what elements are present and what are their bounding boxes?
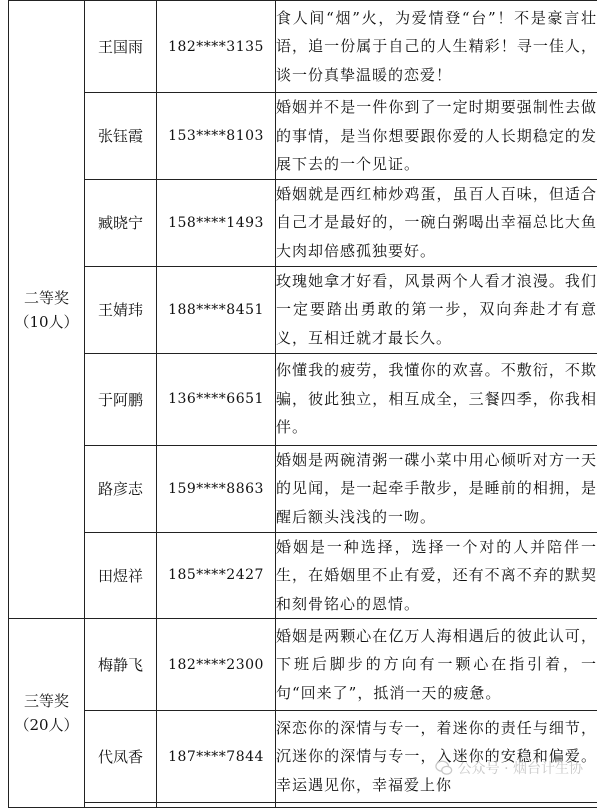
winner-message: 婚姻并不是一件你到了一定时期要强制性去做的事情，是当你想要跟你爱的人长期稳定的发展下去的一个见证。 xyxy=(276,93,597,180)
category-label: 三等奖 xyxy=(9,689,84,713)
winner-phone: 182****3135 xyxy=(157,1,276,93)
winner-phone: 188****8451 xyxy=(157,266,276,353)
winner-phone: 136****6651 xyxy=(157,353,276,445)
winner-message: 食人间“烟”火，为爱情登“台”！不是豪言壮语，追一份属于自己的人生精彩！寻一佳人，谈一份真挚温暖的恋爱！ xyxy=(276,1,597,93)
winner-message: 婚姻是一种选择，选择一个对的人并陪伴一生，在婚姻里不止有爱，还有不离不弃的默契和刻骨铭心的恩情。 xyxy=(276,532,597,619)
table-row xyxy=(9,619,597,711)
table-row xyxy=(9,179,597,266)
table-row xyxy=(9,532,597,619)
table-row xyxy=(9,93,597,180)
winner-name: 田煜祥 xyxy=(85,532,157,619)
awards-table xyxy=(8,0,597,808)
empty-cell xyxy=(85,803,157,808)
winner-name: 王国雨 xyxy=(85,1,157,93)
winner-phone: 185****2427 xyxy=(157,532,276,619)
category-count: （10人） xyxy=(9,310,84,334)
winner-name: 梅静飞 xyxy=(85,619,157,711)
table-row xyxy=(9,266,597,353)
winner-phone: 153****8103 xyxy=(157,93,276,180)
winner-name: 王婧玮 xyxy=(85,266,157,353)
category-label: 二等奖 xyxy=(9,286,84,310)
table-row xyxy=(9,711,597,803)
empty-cell xyxy=(157,803,276,808)
watermark-text: 公众号 · 烟台计生协 xyxy=(458,758,583,778)
prize-category-second xyxy=(9,1,85,619)
winner-name: 于阿鹏 xyxy=(85,353,157,445)
empty-cell xyxy=(276,803,597,808)
winner-phone: 159****8863 xyxy=(157,445,276,532)
table-row xyxy=(9,1,597,93)
wechat-icon xyxy=(435,759,453,777)
winner-phone: 158****1493 xyxy=(157,179,276,266)
table-row xyxy=(9,353,597,445)
winner-message: 玫瑰她拿才好看，风景两个人看才浪漫。我们一定要踏出勇敢的第一步，双向奔赴才有意义，互相迁就才最长久。 xyxy=(276,266,597,353)
winner-name: 路彦志 xyxy=(85,445,157,532)
prize-category-third xyxy=(9,619,85,808)
winner-message: 深恋你的深情与专一，着迷你的责任与细节，沉迷你的深情与专一，入迷你的安稳和偏爱。幸运遇见你，幸福爱上你 xyxy=(276,711,597,803)
winner-phone: 182****2300 xyxy=(157,619,276,711)
watermark xyxy=(435,758,583,778)
winner-name: 臧晓宁 xyxy=(85,179,157,266)
winner-name: 张钰霞 xyxy=(85,93,157,180)
winner-phone: 187****7844 xyxy=(157,711,276,803)
winner-message: 婚姻就是西红柿炒鸡蛋，虽百人百味，但适合自己才是最好的，一碗白粥喝出幸福总比大鱼大肉却倍感孤独要好。 xyxy=(276,179,597,266)
table-row xyxy=(9,803,597,808)
table-row xyxy=(9,445,597,532)
winner-name: 代凤香 xyxy=(85,711,157,803)
winner-message: 婚姻是两颗心在亿万人海相遇后的彼此认可，下班后脚步的方向有一颗心在指引着，一句“回来了”，抵消一天的疲惫。 xyxy=(276,619,597,711)
category-count: （20人） xyxy=(9,713,84,737)
winner-message: 婚姻是两碗清粥一碟小菜中用心倾听对方一天的见闻，是一起牵手散步，是睡前的相拥，是醒后额头浅浅的一吻。 xyxy=(276,445,597,532)
winner-message: 你懂我的疲劳，我懂你的欢喜。不敷衍，不欺骗，彼此独立，相互成全，三餐四季，你我相伴。 xyxy=(276,353,597,445)
